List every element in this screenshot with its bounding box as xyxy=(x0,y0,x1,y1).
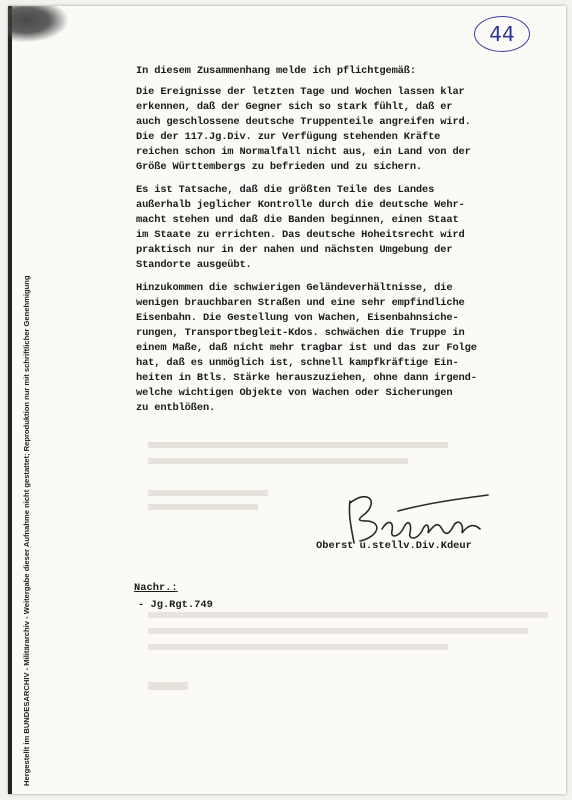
bleed-through-mark xyxy=(148,628,528,634)
text-line: außerhalb jeglicher Kontrolle durch die deutsche Wehr- xyxy=(136,199,465,211)
text-line: praktisch nur in der nahen und nächsten Umgebung der xyxy=(136,244,453,256)
text-line: hat, daß es unmöglich ist, schnell kampfkräftige Ein- xyxy=(136,357,459,369)
paragraph-1 xyxy=(136,85,546,175)
paragraph-3 xyxy=(136,281,546,416)
bleed-through-mark xyxy=(148,490,268,496)
text-line: macht stehen und daß die Banden beginnen, einen Staat xyxy=(136,214,459,226)
document-page xyxy=(8,6,566,794)
text-line: rungen, Transportbegleit-Kdos. schwächen die Truppe in xyxy=(136,327,465,339)
text-line: Die der 117.Jg.Div. zur Verfügung stehenden Kräfte xyxy=(136,131,441,143)
bleed-through-mark xyxy=(148,458,408,464)
text-line: Größe Württembergs zu befrieden und zu sichern. xyxy=(136,161,423,173)
folio-number: 44 xyxy=(474,16,530,52)
archive-side-stamp: Hergestellt im BUNDESARCHIV - Militärarchiv - Weitergabe dieser Aufnahme nicht gestattet; Reproduktion nur mit schriftlicher Genehmigung xyxy=(22,275,31,786)
text-line: Die Ereignisse der letzten Tage und Wochen lassen klar xyxy=(136,86,465,98)
text-line: Hinzukommen die schwierigen Geländeverhältnisse, die xyxy=(136,282,453,294)
bleed-through-mark xyxy=(148,504,258,510)
document-body xyxy=(136,64,546,416)
distribution-label: Nachr.: xyxy=(134,582,178,594)
text-line: erkennen, daß der Gegner sich so stark fühlt, daß er xyxy=(136,101,453,113)
paragraph-2 xyxy=(136,183,546,273)
bleed-through-mark xyxy=(148,644,448,650)
text-line: Eisenbahn. Die Gestellung von Wachen, Eisenbahnsiche- xyxy=(136,312,459,324)
distribution-entry: - Jg.Rgt.749 xyxy=(138,599,213,611)
text-line: auch geschlossene deutsche Truppenteile angreifen wird. xyxy=(136,116,471,128)
text-line: im Staate zu errichten. Das deutsche Hoheitsrecht wird xyxy=(136,229,465,241)
text-line: wenigen brauchbaren Straßen und eine sehr empfindliche xyxy=(136,297,465,309)
text-line: welche wichtigen Objekte von Wachen oder Sicherungen xyxy=(136,387,453,399)
intro-line: In diesem Zusammenhang melde ich pflichtgemäß: xyxy=(136,65,416,77)
scan-corner-mark xyxy=(8,6,68,42)
signature-title: Oberst u.stellv.Div.Kdeur xyxy=(316,540,472,552)
text-line: reichen schon im Normalfall nicht aus, ein Land von der xyxy=(136,146,471,158)
bleed-through-mark xyxy=(148,442,448,448)
bleed-through-mark xyxy=(148,682,188,690)
text-line: heiten in Btls. Stärke herauszuziehen, ohne dann irgend- xyxy=(136,372,477,384)
text-line: zu entblößen. xyxy=(136,402,216,414)
text-line: Es ist Tatsache, daß die größten Teile des Landes xyxy=(136,184,435,196)
text-line: einem Maße, daß nicht mehr tragbar ist und das zur Folge xyxy=(136,342,477,354)
distribution-list xyxy=(134,580,213,614)
text-line: Standorte ausgeübt. xyxy=(136,259,252,271)
scan-edge xyxy=(8,6,12,794)
